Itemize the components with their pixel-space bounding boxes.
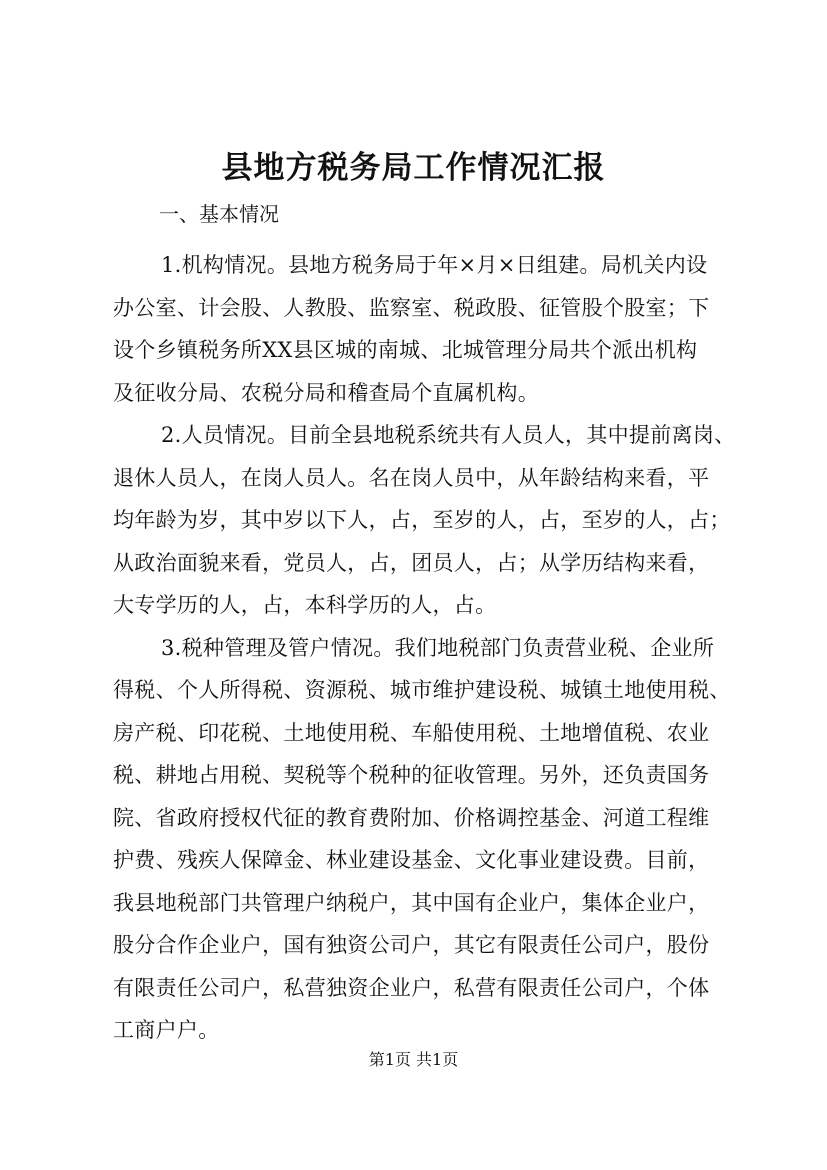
paragraph-line: 我县地税部门共管理户纳税户，其中国有企业户，集体企业户， (113, 890, 710, 915)
paragraph-line: 大专学历的人，占，本科学历的人，占。 (113, 593, 497, 617)
paragraph-tax-management (113, 627, 736, 1052)
paragraph-line: 办公室、计会股、人教股、监察室、税政股、征管股个股室；下 (113, 295, 710, 320)
document-title: 县地方税务局工作情况汇报 (221, 150, 606, 186)
paragraph-line: 税、耕地占用税、契税等个税种的征收管理。另外，还负责国务 (113, 763, 710, 787)
paragraph-line: 工商户户。 (113, 1018, 220, 1042)
paragraph-line: 及征收分局、农税分局和稽查局个直属机构。 (113, 380, 539, 405)
paragraph-line: 房产税、印花税、土地使用税、车船使用税、土地增值税、农业 (113, 720, 710, 745)
paragraph-line: 3.税种管理及管户情况。我们地税部门负责营业税、企业所 (161, 635, 715, 660)
paragraph-line: 均年龄为岁，其中岁以下人，占，至岁的人，占，至岁的人，占； (113, 508, 731, 532)
paragraph-line: 股分合作企业户，国有独资公司户，其它有限责任公司户，股份 (113, 933, 710, 957)
paragraph-line: 从政治面貌来看，党员人，占，团员人，占；从学历结构来看， (113, 550, 710, 575)
paragraph-personnel (113, 414, 736, 627)
paragraph-line: 设个乡镇税务所XX县区城的南城、北城管理分局共个派出机构 (113, 338, 698, 362)
paragraph-line: 1.机构情况。县地方税务局于年×月×日组建。局机关内设 (161, 253, 708, 277)
paragraph-line: 护费、残疾人保障金、林业建设基金、文化事业建设费。目前， (113, 848, 710, 872)
paragraph-line: 院、省政府授权代征的教育费附加、价格调控基金、河道工程维 (113, 805, 710, 830)
section-heading: 一、基本情况 (159, 202, 279, 226)
page-footer: 第1页 共1页 (368, 1050, 459, 1069)
paragraph-line: 退休人员人，在岗人员人。名在岗人员中，从年龄结构来看，平 (113, 465, 710, 490)
paragraph-line: 得税、个人所得税、资源税、城市维护建设税、城镇土地使用税、 (113, 678, 731, 702)
paragraph-line: 2.人员情况。目前全县地税系统共有人员人，其中提前离岗、 (161, 423, 736, 447)
paragraph-organization (113, 244, 736, 414)
paragraph-line: 有限责任公司户，私营独资企业户，私营有限责任公司户，个体 (113, 975, 710, 1000)
document-body (113, 198, 736, 1052)
